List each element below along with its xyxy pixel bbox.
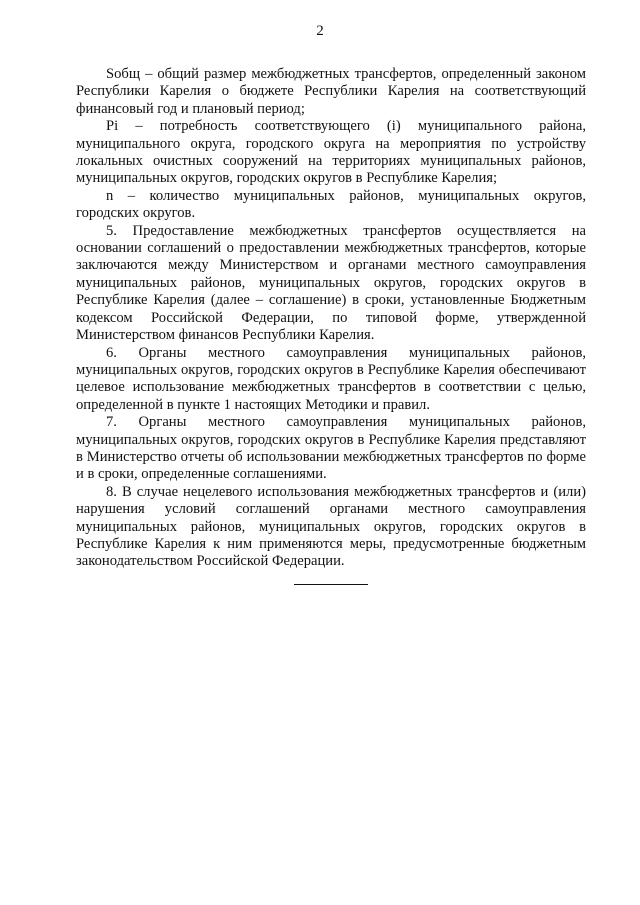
paragraph-item-8: 8. В случае нецелевого использования межбюджетных трансфертов и (или) нарушения условий соглашений органами местного самоуправления муниципальных районов, муниципальных округов, городских округов в Республике Карелия к ним применяются меры, предусмотренные бюджетным законодательством Российской Федерации. bbox=[76, 483, 586, 570]
paragraph-n-definition: n – количество муниципальных районов, муниципальных округов, городских округов. bbox=[76, 187, 586, 222]
paragraph-item-7: 7. Органы местного самоуправления муниципальных районов, муниципальных округов, городских округов в Республике Карелия представляют в Министерство отчеты об использовании межбюджетных трансфертов по форме и в сроки, определенные соглашениями. bbox=[76, 414, 586, 483]
page-number: 2 bbox=[316, 23, 324, 39]
paragraph-item-5: 5. Предоставление межбюджетных трансфертов осуществляется на основании соглашений о предоставлении межбюджетных трансфертов, которые заключаются между Министерством и органами местного самоуправления муниципальных районов, муниципальных округов, городских округов в Республике Карелия (далее – соглашение) в сроки, установленные Бюджетным кодексом Российской Федерации, по типовой форме, утвержденной Министерством финансов Республики Карелия. bbox=[76, 222, 586, 344]
paragraph-sobsh-definition: Sобщ – общий размер межбюджетных трансфертов, определенный законом Республики Карелия о бюджете Республики Карелия на соответствующий финансовый год и плановый период; bbox=[76, 66, 586, 117]
paragraph-pi-definition: Pi – потребность соответствующего (i) муниципального района, муниципального округа, городского округа на мероприятия по устройству локальных очистных сооружений на территориях муниципальных районов, муниципальных округов, городских округов в Республике Карелия; bbox=[76, 118, 586, 187]
end-of-document-rule bbox=[294, 584, 368, 585]
document-body bbox=[76, 66, 586, 585]
paragraph-item-6: 6. Органы местного самоуправления муниципальных районов, муниципальных округов, городских округов в Республике Карелия обеспечивают целевое использование межбюджетных трансфертов в соответствии с целью, определенной в пункте 1 настоящих Методики и правил. bbox=[76, 344, 586, 413]
